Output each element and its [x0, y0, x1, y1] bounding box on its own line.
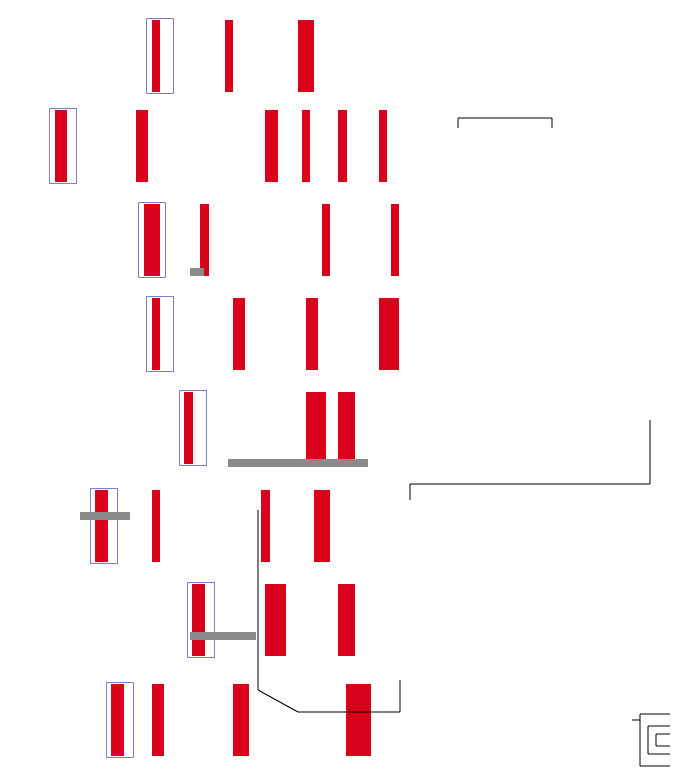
- connector-line: [258, 690, 298, 712]
- conserved-column-highlight: [265, 490, 270, 562]
- conserved-column-highlight: [395, 298, 400, 370]
- similarity-box: [138, 202, 166, 278]
- conserved-column-highlight: [395, 204, 400, 276]
- conserved-column-highlight: [160, 684, 165, 756]
- conserved-column-highlight: [350, 584, 355, 656]
- conserved-column-highlight: [322, 392, 327, 464]
- conserved-column-highlight: [281, 584, 286, 656]
- similarity-box: [90, 488, 118, 564]
- conserved-column-highlight: [326, 204, 331, 276]
- conserved-column-highlight: [156, 490, 161, 562]
- csi-insertion-highlight: [190, 632, 256, 640]
- similarity-box: [146, 18, 174, 94]
- similarity-box: [49, 108, 77, 184]
- conserved-column-highlight: [350, 392, 355, 464]
- conserved-column-highlight: [314, 298, 319, 370]
- conserved-column-highlight: [366, 684, 371, 756]
- conserved-column-highlight: [204, 204, 209, 276]
- csi-insertion-highlight: [228, 459, 368, 467]
- similarity-box: [106, 682, 134, 758]
- conserved-column-highlight: [273, 110, 278, 182]
- similarity-box: [179, 390, 207, 466]
- conserved-column-highlight: [306, 110, 311, 182]
- csi-insertion-highlight: [190, 268, 204, 276]
- conserved-column-highlight: [241, 298, 246, 370]
- conserved-column-highlight: [229, 20, 234, 92]
- conserved-column-highlight: [383, 110, 388, 182]
- similarity-box: [146, 296, 174, 372]
- conserved-column-highlight: [326, 490, 331, 562]
- conserved-column-highlight: [310, 20, 315, 92]
- similarity-box: [187, 582, 215, 658]
- conserved-column-highlight: [245, 684, 250, 756]
- conserved-column-highlight: [342, 110, 347, 182]
- conserved-column-highlight: [144, 110, 149, 182]
- csi-insertion-highlight: [80, 512, 130, 520]
